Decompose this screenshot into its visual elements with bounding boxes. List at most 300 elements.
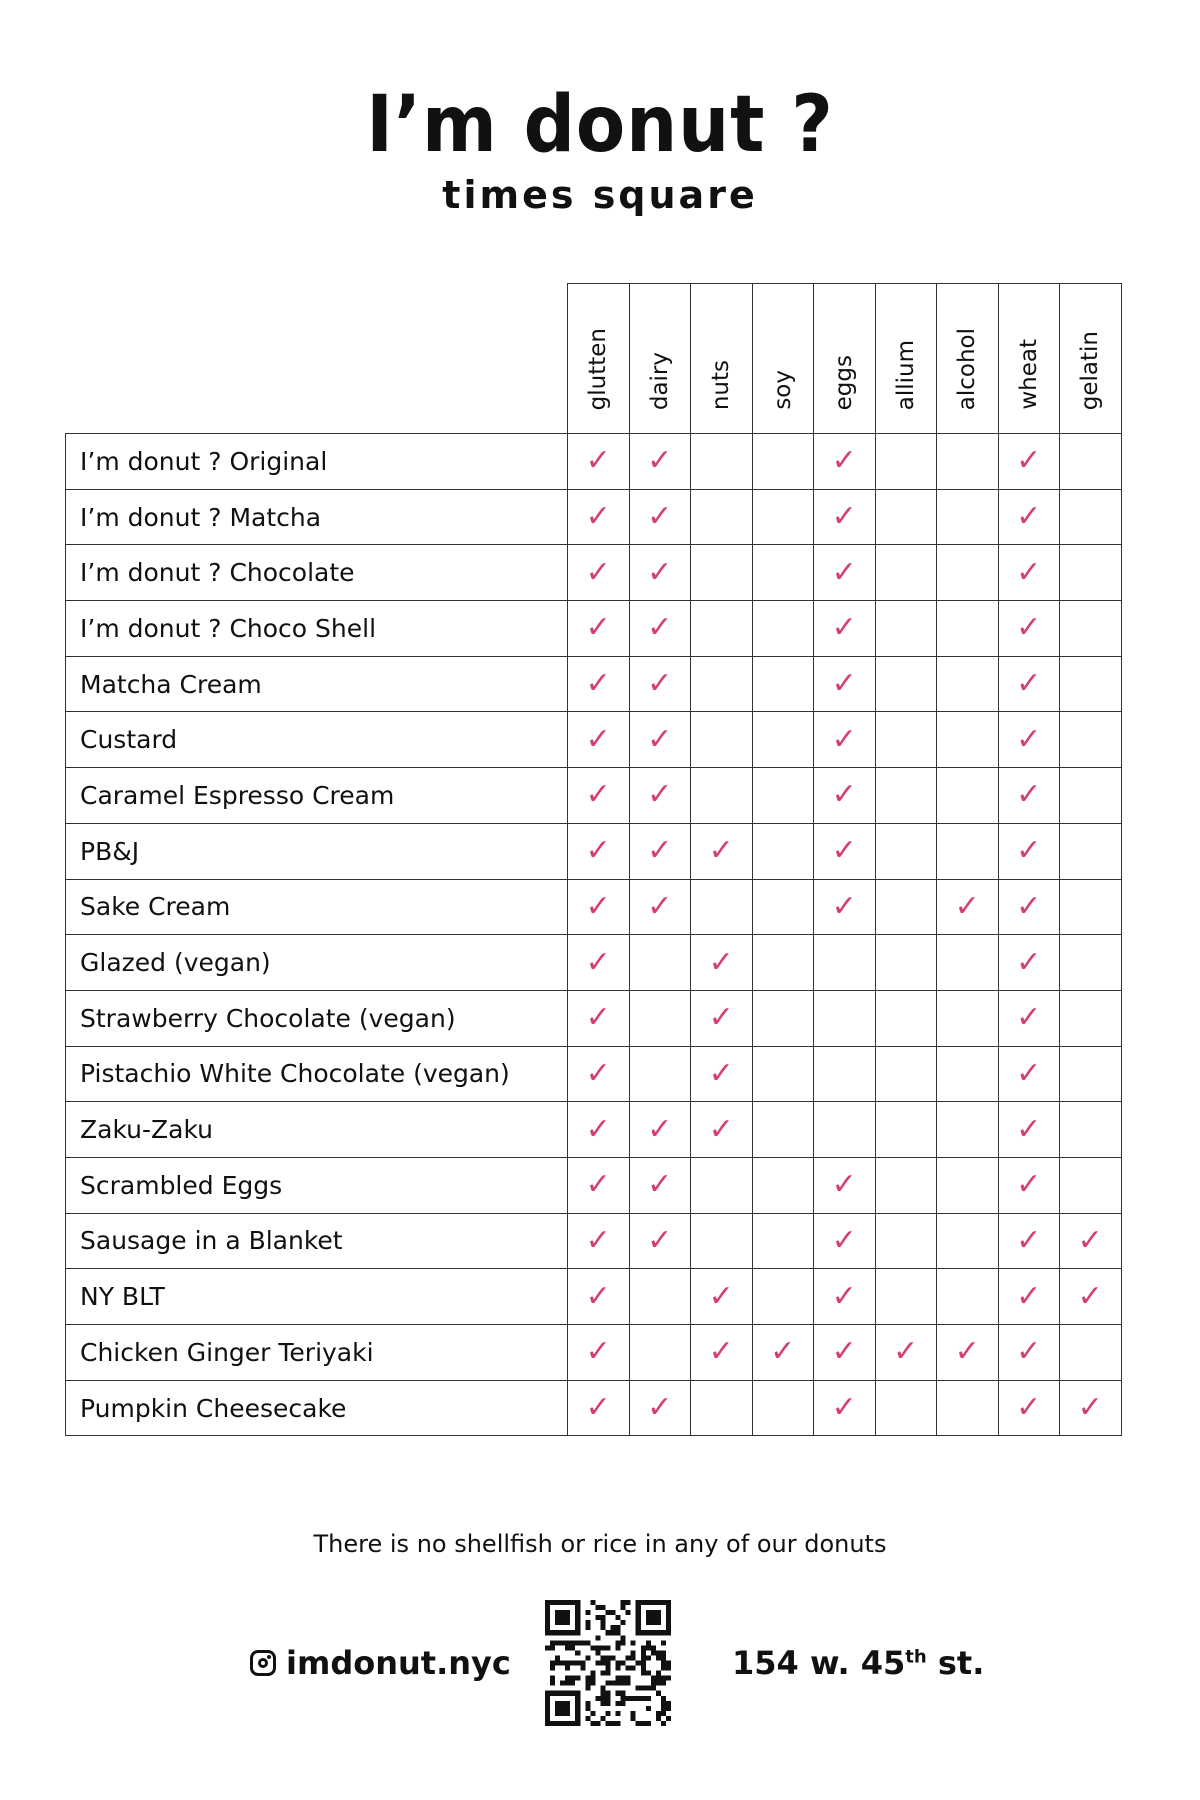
check-icon: ✓ [585, 666, 611, 702]
check-mark-cell [691, 1046, 753, 1102]
check-icon: ✓ [647, 1167, 673, 1203]
empty-cell [875, 434, 937, 490]
check-mark-cell [814, 1325, 876, 1381]
donut-name: Sausage in a Blanket [66, 1213, 568, 1269]
empty-cell [937, 656, 999, 712]
check-mark-cell [691, 1269, 753, 1325]
check-icon: ✓ [831, 610, 857, 646]
empty-cell [937, 712, 999, 768]
empty-cell [875, 1046, 937, 1102]
check-mark-cell [937, 879, 999, 935]
donut-name: Custard [66, 712, 568, 768]
empty-cell [691, 1213, 753, 1269]
empty-cell [937, 601, 999, 657]
check-icon: ✓ [647, 1222, 673, 1258]
donut-name: Pistachio White Chocolate (vegan) [66, 1046, 568, 1102]
check-mark-cell [998, 990, 1060, 1046]
check-mark-cell [814, 545, 876, 601]
check-icon: ✓ [831, 1390, 857, 1426]
check-mark-cell [998, 1046, 1060, 1102]
empty-cell [875, 823, 937, 879]
check-icon: ✓ [1016, 1167, 1042, 1203]
check-mark-cell [568, 656, 630, 712]
check-icon: ✓ [708, 1278, 734, 1314]
check-mark-cell [568, 434, 630, 490]
table-row [66, 489, 1122, 545]
empty-cell [629, 1046, 691, 1102]
check-mark-cell [629, 545, 691, 601]
check-mark-cell [998, 656, 1060, 712]
empty-cell [1060, 1102, 1122, 1158]
empty-cell [937, 823, 999, 879]
check-icon: ✓ [1016, 1000, 1042, 1036]
empty-cell [1060, 823, 1122, 879]
check-icon: ✓ [831, 554, 857, 590]
shellfish-rice-note: There is no shellfish or rice in any of our donuts [313, 1530, 887, 1558]
check-mark-cell [629, 656, 691, 712]
table-row [66, 935, 1122, 991]
check-mark-cell [814, 1380, 876, 1436]
check-mark-cell [1060, 1269, 1122, 1325]
check-icon: ✓ [647, 499, 673, 535]
check-icon: ✓ [647, 721, 673, 757]
check-mark-cell [814, 601, 876, 657]
location-subtitle: times square [442, 173, 758, 217]
check-mark-cell [629, 879, 691, 935]
check-mark-cell [998, 1269, 1060, 1325]
check-mark-cell [998, 1157, 1060, 1213]
empty-cell [937, 1269, 999, 1325]
check-mark-cell [937, 1325, 999, 1381]
empty-cell [875, 990, 937, 1046]
empty-cell [752, 879, 814, 935]
check-icon: ✓ [647, 777, 673, 813]
empty-cell [937, 434, 999, 490]
donut-name: Scrambled Eggs [66, 1157, 568, 1213]
empty-cell [937, 489, 999, 545]
empty-cell [814, 990, 876, 1046]
check-mark-cell [568, 712, 630, 768]
empty-cell [691, 489, 753, 545]
check-icon: ✓ [585, 944, 611, 980]
check-icon: ✓ [831, 1278, 857, 1314]
allergen-label: dairy [646, 351, 673, 410]
empty-cell [691, 768, 753, 824]
check-mark-cell [629, 1213, 691, 1269]
check-mark-cell [568, 1102, 630, 1158]
empty-cell [1060, 768, 1122, 824]
check-icon: ✓ [1016, 1055, 1042, 1091]
empty-cell [875, 489, 937, 545]
check-mark-cell [629, 1157, 691, 1213]
qr-code[interactable] [545, 1600, 671, 1726]
empty-cell [1060, 489, 1122, 545]
empty-cell [937, 768, 999, 824]
allergen-header-6 [937, 284, 999, 434]
check-icon: ✓ [1016, 1222, 1042, 1258]
allergen-label: nuts [708, 359, 735, 410]
check-mark-cell [998, 1380, 1060, 1436]
check-mark-cell [814, 434, 876, 490]
check-mark-cell [998, 1325, 1060, 1381]
check-mark-cell [568, 990, 630, 1046]
empty-cell [1060, 1157, 1122, 1213]
check-mark-cell [998, 601, 1060, 657]
check-icon: ✓ [585, 499, 611, 535]
empty-cell [691, 545, 753, 601]
check-icon: ✓ [1016, 721, 1042, 757]
check-icon: ✓ [585, 554, 611, 590]
donut-name: Caramel Espresso Cream [66, 768, 568, 824]
check-icon: ✓ [831, 777, 857, 813]
check-mark-cell [691, 823, 753, 879]
check-icon: ✓ [585, 1167, 611, 1203]
check-icon: ✓ [1016, 554, 1042, 590]
check-mark-cell [998, 1102, 1060, 1158]
check-icon: ✓ [585, 443, 611, 479]
empty-cell [814, 1046, 876, 1102]
empty-cell [691, 601, 753, 657]
empty-cell [752, 712, 814, 768]
check-mark-cell [568, 489, 630, 545]
allergen-header-8 [1060, 284, 1122, 434]
empty-cell [875, 712, 937, 768]
empty-cell [691, 434, 753, 490]
empty-cell [875, 1157, 937, 1213]
table-row [66, 768, 1122, 824]
allergen-label: alcohol [954, 327, 981, 410]
check-mark-cell [568, 935, 630, 991]
allergen-header-1 [629, 284, 691, 434]
check-icon: ✓ [647, 1390, 673, 1426]
empty-cell [752, 1213, 814, 1269]
check-mark-cell [814, 1269, 876, 1325]
table-corner [66, 284, 568, 434]
empty-cell [629, 1269, 691, 1325]
check-mark-cell [814, 712, 876, 768]
empty-cell [752, 768, 814, 824]
table-row [66, 601, 1122, 657]
table-row [66, 1269, 1122, 1325]
empty-cell [752, 489, 814, 545]
empty-cell [691, 656, 753, 712]
check-icon: ✓ [647, 1111, 673, 1147]
empty-cell [937, 1046, 999, 1102]
check-mark-cell [998, 768, 1060, 824]
donut-name: PB&J [66, 823, 568, 879]
check-icon: ✓ [585, 1055, 611, 1091]
allergen-table-body [66, 434, 1122, 1436]
check-icon: ✓ [831, 666, 857, 702]
check-mark-cell [568, 768, 630, 824]
check-icon: ✓ [585, 1000, 611, 1036]
empty-cell [875, 601, 937, 657]
empty-cell [1060, 545, 1122, 601]
instagram-text: imdonut.nyc [286, 1644, 511, 1682]
table-row [66, 879, 1122, 935]
check-icon: ✓ [893, 1334, 919, 1370]
allergen-label: wheat [1015, 339, 1042, 410]
check-icon: ✓ [585, 610, 611, 646]
donut-name: Glazed (vegan) [66, 935, 568, 991]
check-mark-cell [1060, 1213, 1122, 1269]
check-icon: ✓ [954, 1334, 980, 1370]
empty-cell [875, 656, 937, 712]
allergen-header-row [66, 284, 1122, 434]
table-row [66, 1380, 1122, 1436]
empty-cell [752, 823, 814, 879]
check-icon: ✓ [1077, 1278, 1103, 1314]
table-row [66, 1102, 1122, 1158]
empty-cell [752, 545, 814, 601]
check-icon: ✓ [1077, 1222, 1103, 1258]
check-mark-cell [998, 935, 1060, 991]
check-icon: ✓ [647, 833, 673, 869]
table-row [66, 1213, 1122, 1269]
check-icon: ✓ [831, 1334, 857, 1370]
check-icon: ✓ [585, 1111, 611, 1147]
empty-cell [1060, 656, 1122, 712]
check-mark-cell [568, 1213, 630, 1269]
check-icon: ✓ [1016, 1334, 1042, 1370]
check-icon: ✓ [770, 1334, 796, 1370]
empty-cell [752, 990, 814, 1046]
check-mark-cell [814, 1213, 876, 1269]
check-mark-cell [568, 1157, 630, 1213]
check-icon: ✓ [585, 777, 611, 813]
empty-cell [629, 935, 691, 991]
allergen-header-5 [875, 284, 937, 434]
check-icon: ✓ [585, 721, 611, 757]
allergen-label: soy [769, 370, 796, 410]
check-mark-cell [1060, 1380, 1122, 1436]
instagram-icon [250, 1650, 276, 1676]
check-mark-cell [998, 879, 1060, 935]
check-icon: ✓ [647, 443, 673, 479]
empty-cell [875, 879, 937, 935]
empty-cell [937, 1380, 999, 1436]
check-icon: ✓ [585, 888, 611, 924]
empty-cell [752, 1046, 814, 1102]
empty-cell [629, 1325, 691, 1381]
check-mark-cell [998, 489, 1060, 545]
empty-cell [691, 712, 753, 768]
empty-cell [691, 879, 753, 935]
empty-cell [937, 990, 999, 1046]
table-row [66, 545, 1122, 601]
donut-name: Strawberry Chocolate (vegan) [66, 990, 568, 1046]
check-mark-cell [998, 434, 1060, 490]
check-icon: ✓ [831, 721, 857, 757]
donut-name: NY BLT [66, 1269, 568, 1325]
check-mark-cell [568, 1269, 630, 1325]
check-icon: ✓ [1016, 610, 1042, 646]
check-mark-cell [629, 1380, 691, 1436]
check-icon: ✓ [708, 1055, 734, 1091]
check-icon: ✓ [647, 610, 673, 646]
empty-cell [937, 545, 999, 601]
empty-cell [937, 1157, 999, 1213]
donut-name: I’m donut ? Matcha [66, 489, 568, 545]
check-icon: ✓ [585, 833, 611, 869]
check-mark-cell [998, 823, 1060, 879]
empty-cell [937, 935, 999, 991]
allergen-label: glutten [585, 327, 612, 410]
check-icon: ✓ [831, 499, 857, 535]
check-icon: ✓ [1016, 1390, 1042, 1426]
check-icon: ✓ [1016, 888, 1042, 924]
check-mark-cell [629, 489, 691, 545]
allergen-table [65, 283, 1122, 1436]
empty-cell [752, 935, 814, 991]
check-icon: ✓ [831, 443, 857, 479]
check-mark-cell [568, 1325, 630, 1381]
check-icon: ✓ [1077, 1390, 1103, 1426]
store-address: 154 w. 45th st. [732, 1644, 985, 1682]
empty-cell [1060, 712, 1122, 768]
table-row [66, 990, 1122, 1046]
empty-cell [875, 768, 937, 824]
allergen-header-2 [691, 284, 753, 434]
empty-cell [937, 1213, 999, 1269]
check-icon: ✓ [1016, 1111, 1042, 1147]
allergen-header-4 [814, 284, 876, 434]
donut-name: I’m donut ? Original [66, 434, 568, 490]
table-row [66, 823, 1122, 879]
check-icon: ✓ [1016, 443, 1042, 479]
check-icon: ✓ [1016, 777, 1042, 813]
empty-cell [629, 990, 691, 1046]
empty-cell [875, 545, 937, 601]
check-mark-cell [568, 823, 630, 879]
check-icon: ✓ [1016, 666, 1042, 702]
check-mark-cell [568, 1380, 630, 1436]
check-icon: ✓ [831, 1167, 857, 1203]
check-mark-cell [568, 1046, 630, 1102]
table-row [66, 1325, 1122, 1381]
check-mark-cell [814, 1157, 876, 1213]
check-mark-cell [814, 768, 876, 824]
empty-cell [752, 1102, 814, 1158]
empty-cell [1060, 879, 1122, 935]
check-mark-cell [814, 879, 876, 935]
empty-cell [691, 1157, 753, 1213]
empty-cell [875, 1269, 937, 1325]
check-icon: ✓ [585, 1278, 611, 1314]
check-icon: ✓ [831, 888, 857, 924]
allergen-header-7 [998, 284, 1060, 434]
check-mark-cell [752, 1325, 814, 1381]
empty-cell [752, 656, 814, 712]
check-mark-cell [691, 1325, 753, 1381]
check-mark-cell [629, 434, 691, 490]
empty-cell [875, 1102, 937, 1158]
check-icon: ✓ [1016, 944, 1042, 980]
empty-cell [1060, 935, 1122, 991]
table-row [66, 1046, 1122, 1102]
empty-cell [691, 1380, 753, 1436]
empty-cell [752, 1157, 814, 1213]
check-icon: ✓ [647, 888, 673, 924]
instagram-handle[interactable] [250, 1644, 511, 1682]
check-mark-cell [691, 935, 753, 991]
check-mark-cell [568, 879, 630, 935]
footer [0, 1600, 1200, 1730]
allergen-label: gelatin [1077, 330, 1104, 410]
check-icon: ✓ [1016, 1278, 1042, 1314]
check-mark-cell [691, 1102, 753, 1158]
check-icon: ✓ [647, 666, 673, 702]
check-mark-cell [814, 489, 876, 545]
check-icon: ✓ [708, 1000, 734, 1036]
allergen-header-3 [752, 284, 814, 434]
empty-cell [937, 1102, 999, 1158]
donut-name: I’m donut ? Choco Shell [66, 601, 568, 657]
check-icon: ✓ [831, 1222, 857, 1258]
table-row [66, 1157, 1122, 1213]
donut-name: Zaku-Zaku [66, 1102, 568, 1158]
empty-cell [1060, 1046, 1122, 1102]
empty-cell [1060, 601, 1122, 657]
donut-name: Pumpkin Cheesecake [66, 1380, 568, 1436]
empty-cell [875, 935, 937, 991]
check-mark-cell [998, 545, 1060, 601]
empty-cell [814, 1102, 876, 1158]
check-mark-cell [998, 1213, 1060, 1269]
check-mark-cell [629, 768, 691, 824]
empty-cell [752, 1269, 814, 1325]
check-mark-cell [568, 601, 630, 657]
check-icon: ✓ [708, 944, 734, 980]
empty-cell [875, 1213, 937, 1269]
check-mark-cell [814, 656, 876, 712]
page-title: I’m donut ? [366, 80, 834, 170]
check-icon: ✓ [585, 1222, 611, 1258]
allergen-header-0 [568, 284, 630, 434]
check-icon: ✓ [708, 1334, 734, 1370]
check-icon: ✓ [585, 1334, 611, 1370]
check-icon: ✓ [954, 888, 980, 924]
check-icon: ✓ [1016, 833, 1042, 869]
check-mark-cell [629, 823, 691, 879]
donut-name: I’m donut ? Chocolate [66, 545, 568, 601]
check-icon: ✓ [1016, 499, 1042, 535]
allergen-label: allium [892, 339, 919, 410]
empty-cell [752, 601, 814, 657]
check-mark-cell [629, 712, 691, 768]
table-row [66, 434, 1122, 490]
check-mark-cell [875, 1325, 937, 1381]
check-mark-cell [629, 1102, 691, 1158]
empty-cell [875, 1380, 937, 1436]
empty-cell [1060, 434, 1122, 490]
check-icon: ✓ [647, 554, 673, 590]
empty-cell [752, 1380, 814, 1436]
empty-cell [1060, 990, 1122, 1046]
check-mark-cell [814, 823, 876, 879]
check-icon: ✓ [708, 833, 734, 869]
check-icon: ✓ [585, 1390, 611, 1426]
donut-name: Sake Cream [66, 879, 568, 935]
check-icon: ✓ [831, 833, 857, 869]
check-mark-cell [629, 601, 691, 657]
check-icon: ✓ [708, 1111, 734, 1147]
donut-name: Matcha Cream [66, 656, 568, 712]
empty-cell [814, 935, 876, 991]
empty-cell [1060, 1325, 1122, 1381]
table-row [66, 712, 1122, 768]
empty-cell [752, 434, 814, 490]
